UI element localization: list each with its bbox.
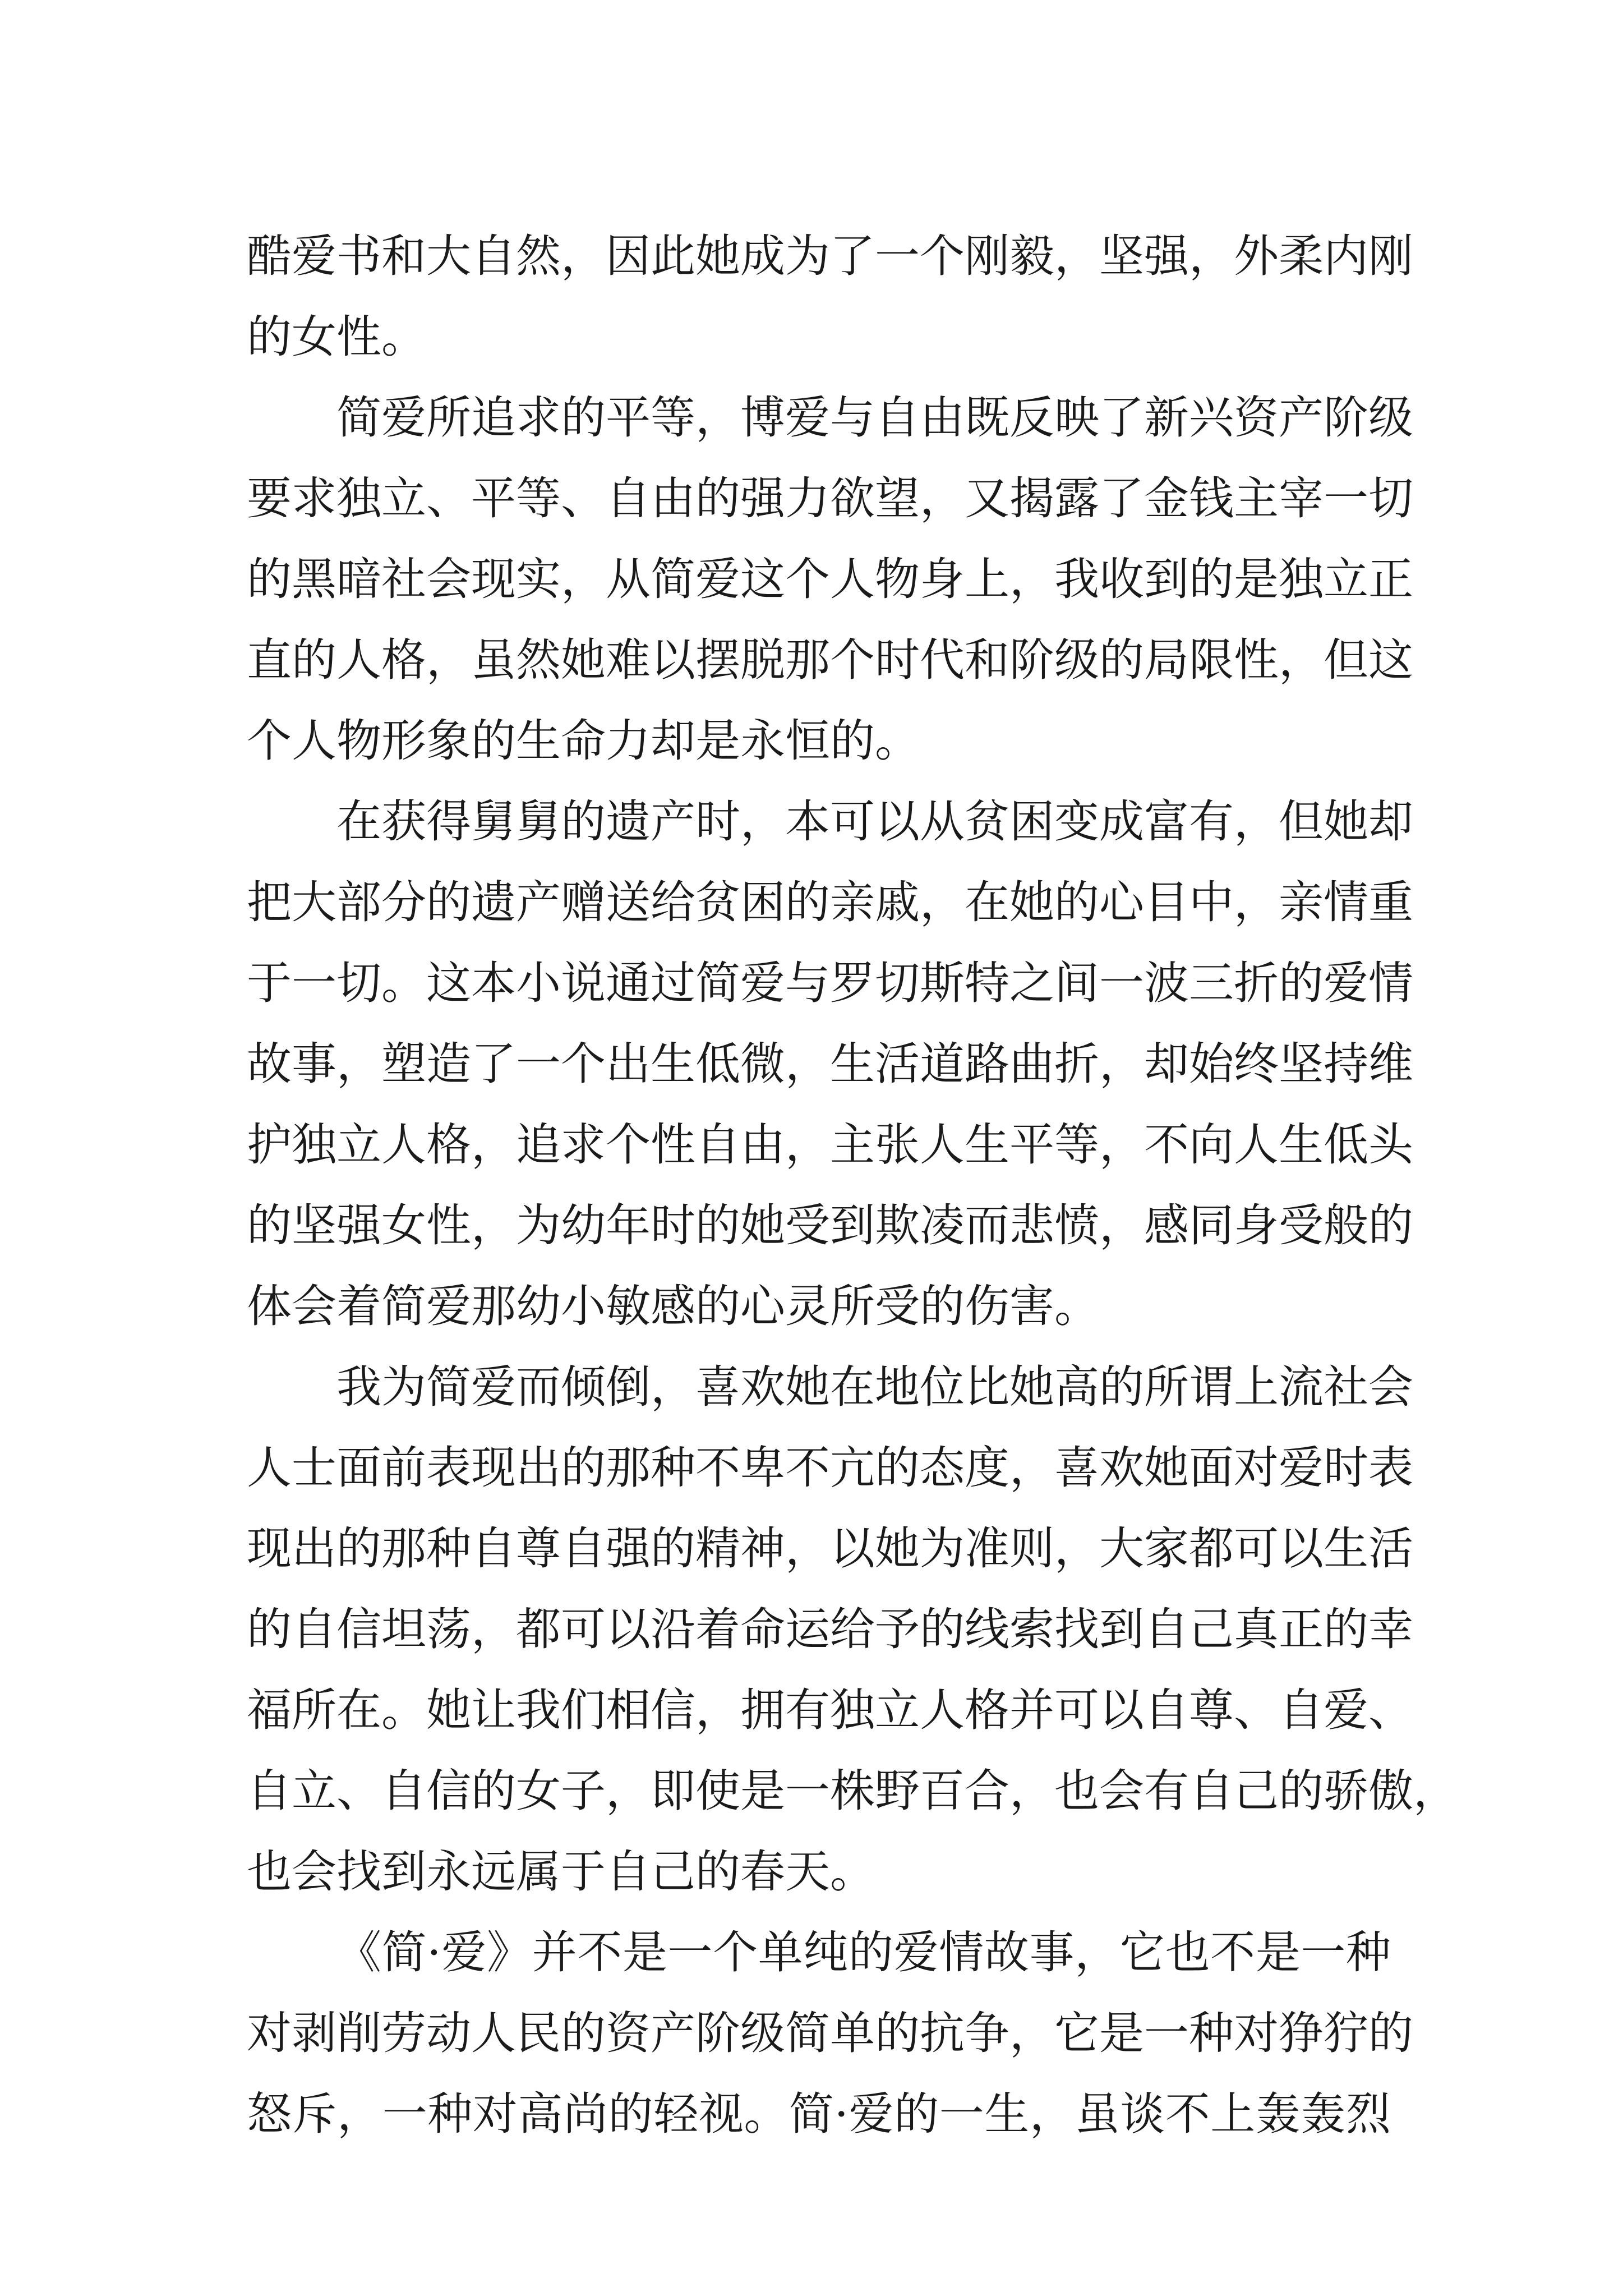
text-line: 直的人格，虽然她难以摆脱那个时代和阶级的局限性，但这 (247, 634, 1413, 686)
text-line: 于一切。这本小说通过简爱与罗切斯特之间一波三折的爱情 (247, 957, 1413, 1009)
text-line: 自立、自信的女子，即使是一株野百合，也会有自己的骄傲， (247, 1765, 1458, 1817)
text-line: 的黑暗社会现实，从简爱这个人物身上，我收到的是独立正 (247, 553, 1413, 605)
text-line: 现出的那种自尊自强的精神，以她为准则，大家都可以生活 (247, 1522, 1413, 1575)
paragraph-first-line: 简爱所追求的平等，博爱与自由既反映了新兴资产阶级 (336, 392, 1413, 444)
text-line: 的自信坦荡，都可以沿着命运给予的线索找到自己真正的幸 (247, 1603, 1413, 1655)
text-line: 个人物形象的生命力却是永恒的。 (247, 715, 920, 767)
text-line: 护独立人格，追求个性自由，主张人生平等，不向人生低头 (247, 1119, 1413, 1171)
text-line: 的坚强女性，为幼年时的她受到欺凌而悲愤，感同身受般的 (247, 1199, 1413, 1251)
paragraph-first-line: 《简·爱》并不是一个单纯的爱情故事，它也不是一种 (336, 1926, 1391, 1978)
text-line: 福所在。她让我们相信，拥有独立人格并可以自尊、自爱、 (247, 1684, 1413, 1736)
text-line: 体会着简爱那幼小敏感的心灵所受的伤害。 (247, 1280, 1099, 1332)
text-line: 人士面前表现出的那种不卑不亢的态度，喜欢她面对爱时表 (247, 1442, 1413, 1494)
text-line: 的女性。 (247, 311, 426, 363)
text-line: 也会找到永远属于自己的春天。 (247, 1846, 875, 1898)
text-line: 对剥削劳动人民的资产阶级简单的抗争，它是一种对狰狞的 (247, 2007, 1413, 2059)
paragraph-first-line: 在获得舅舅的遗产时，本可以从贫困变成富有，但她却 (336, 795, 1413, 848)
text-line: 怒斥，一种对高尚的轻视。简·爱的一生，虽谈不上轰轰烈 (247, 2088, 1391, 2140)
text-line: 故事，塑造了一个出生低微，生活道路曲折，却始终坚持维 (247, 1038, 1413, 1090)
text-line: 酷爱书和大自然，因此她成为了一个刚毅，坚强，外柔内刚 (247, 230, 1413, 282)
body-text (247, 216, 1458, 2155)
text-line: 要求独立、平等、自由的强力欲望，又揭露了金钱主宰一切 (247, 472, 1413, 524)
paragraph-first-line: 我为简爱而倾倒，喜欢她在地位比她高的所谓上流社会 (336, 1361, 1413, 1413)
text-line: 把大部分的遗产赠送给贫困的亲戚，在她的心目中，亲情重 (247, 876, 1413, 928)
